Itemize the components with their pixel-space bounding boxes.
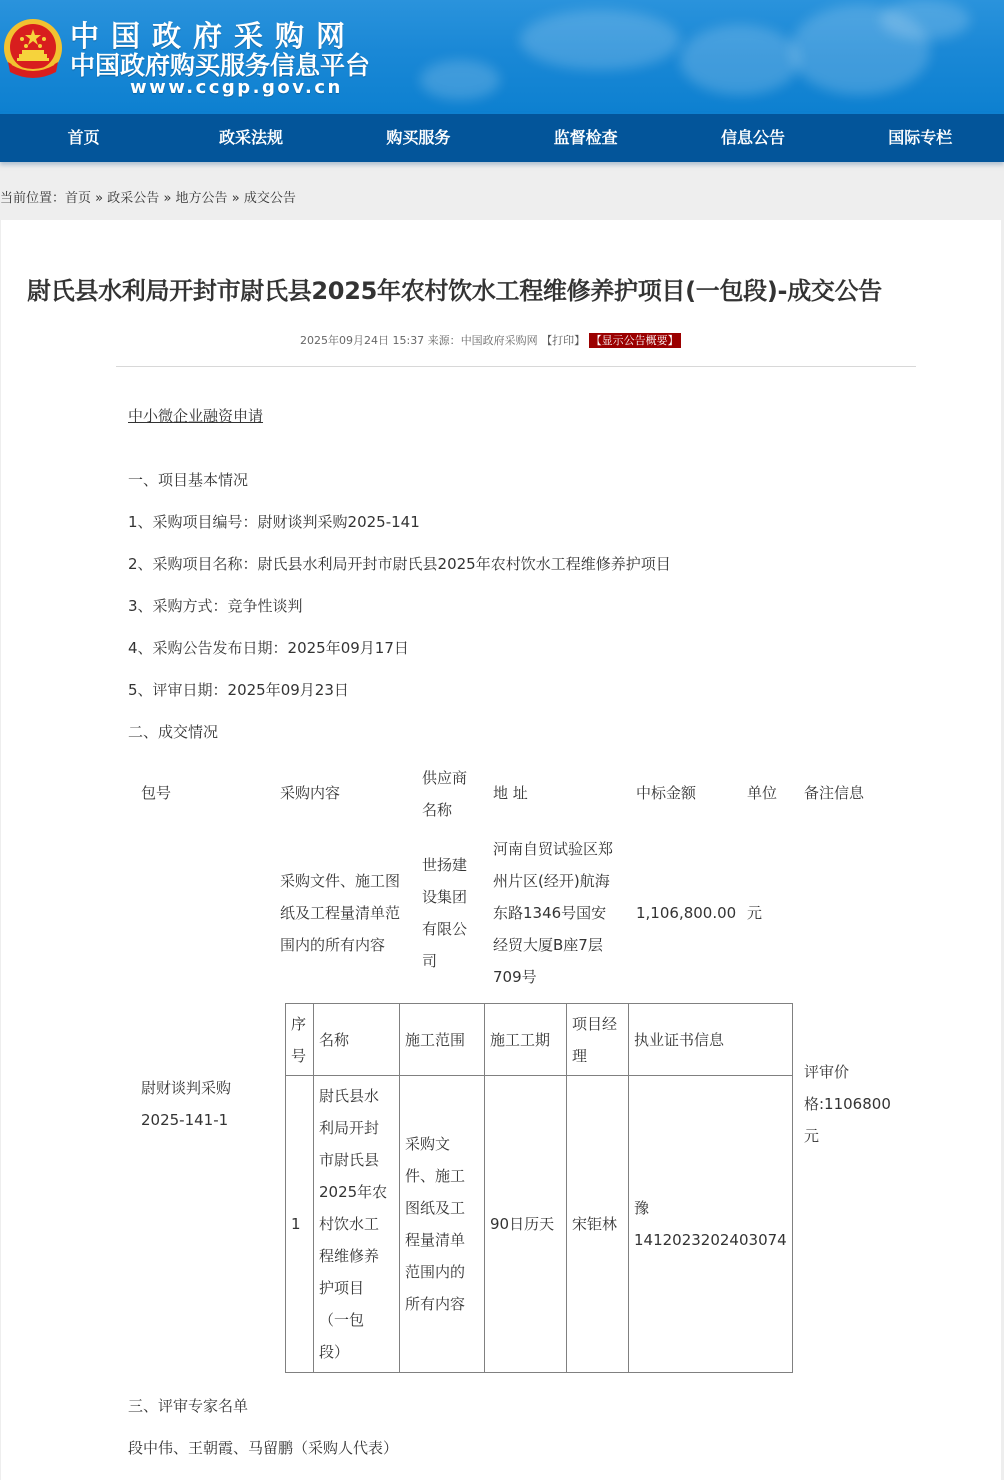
cloud-decoration [680, 25, 800, 95]
cell-address [493, 833, 613, 993]
nav-item-purchase-services[interactable]: 购买服务 [386, 128, 451, 147]
cell-period: 90日历天 [485, 1076, 567, 1373]
col-header-name: 名称 [314, 1004, 400, 1076]
col-header-address: 地 址 [493, 784, 528, 802]
cell-manager: 宋钜林 [567, 1076, 629, 1373]
breadcrumb-prefix: 当前位置： [0, 191, 66, 206]
cell-license [629, 1076, 793, 1373]
cell-line: 有限公 [422, 920, 468, 938]
cell-line: 理 [572, 1046, 588, 1065]
show-summary-button[interactable]: 【显示公告概要】 [590, 334, 679, 347]
cell-line: 格:1106800 [804, 1095, 891, 1113]
col-header-package: 包号 [141, 784, 172, 802]
cell-line: 村饮水工 [319, 1215, 380, 1233]
cell-line: 围内的所有内容 [280, 936, 386, 954]
cell-line: 护项目 [319, 1279, 365, 1297]
item-announcement-date: 4、采购公告发布日期：2025年09月17日 [128, 639, 409, 657]
breadcrumb-deal-notice[interactable]: 成交公告 [243, 191, 296, 206]
cell-line: 程量清单 [405, 1231, 466, 1249]
cell-line: 件、施工 [405, 1167, 466, 1185]
cell-line: 尉财谈判采购 [141, 1079, 232, 1097]
col-header-scope: 施工范围 [400, 1004, 485, 1076]
cell-line: 司 [422, 952, 438, 970]
nav-item-home[interactable]: 首页 [67, 128, 100, 147]
source-value: 中国政府采购网 [460, 334, 538, 347]
site-url: www.ccgp.gov.cn [130, 77, 343, 98]
breadcrumb-local[interactable]: 地方公告 [175, 191, 228, 206]
col-header-remark: 备注信息 [804, 784, 865, 802]
cell-line: 尉氏县水 [319, 1087, 380, 1105]
cell-content [280, 865, 400, 961]
col-header-license: 执业证书信息 [629, 1004, 793, 1076]
cell-line: 河南自贸试验区郑 [493, 840, 614, 858]
nav-item-announcements[interactable]: 信息公告 [720, 128, 785, 147]
source-label: 来源： [427, 334, 461, 347]
breadcrumb [0, 190, 296, 208]
col-header-supplier [422, 762, 467, 826]
section-title-basic-info: 一、项目基本情况 [128, 471, 249, 489]
article-meta [300, 334, 681, 348]
cell-line: 所有内容 [405, 1295, 466, 1313]
cell-line: 采购文 [405, 1135, 451, 1153]
detail-table [285, 1003, 793, 1373]
cell-seq: 1 [286, 1076, 314, 1373]
cell-line: 709号 [493, 968, 537, 986]
cell-line: 项目经 [572, 1014, 618, 1033]
breadcrumb-separator: » [95, 191, 104, 206]
section-title-deal: 二、成交情况 [128, 723, 219, 741]
cell-line: 市尉氏县 [319, 1151, 380, 1169]
breadcrumb-separator: » [231, 191, 240, 206]
site-subtitle: 中国政府购买服务信息平台 [70, 51, 371, 80]
detail-table-header-row [286, 1004, 793, 1076]
item-project-number: 1、采购项目编号：尉财谈判采购2025-141 [128, 513, 420, 531]
cell-line: 州片区(经开)航海 [493, 872, 610, 890]
col-header-supplier-line: 供应商 [422, 769, 468, 787]
cell-line: 利局开封 [319, 1119, 380, 1137]
col-header-seq [286, 1004, 314, 1076]
main-nav [0, 114, 1004, 162]
table-row [286, 1076, 793, 1373]
section-title-experts: 三、评审专家名单 [128, 1397, 249, 1415]
col-header-unit: 单位 [747, 784, 778, 802]
item-procurement-method: 3、采购方式：竞争性谈判 [128, 597, 303, 615]
national-emblem-icon [2, 18, 64, 82]
breadcrumb-separator: » [163, 191, 172, 206]
cell-line: 号 [291, 1046, 307, 1065]
site-name: 中国政府采购网 [70, 19, 358, 53]
cell-line: 1412023202403074 [634, 1231, 787, 1249]
site-header-banner [0, 0, 1004, 114]
cell-line: 范围内的 [405, 1263, 466, 1281]
breadcrumb-gov-procurement[interactable]: 政采公告 [107, 191, 160, 206]
cloud-decoration [520, 10, 680, 70]
cell-line: 评审价 [804, 1063, 850, 1081]
financing-link[interactable]: 中小微企业融资申请 [128, 407, 264, 425]
breadcrumb-home[interactable]: 首页 [65, 191, 92, 206]
cell-name [314, 1076, 400, 1373]
cell-line: 2025年农 [319, 1183, 388, 1201]
cell-line: 经贸大厦B座7层 [493, 936, 603, 954]
col-header-period: 施工工期 [485, 1004, 567, 1076]
col-header-amount: 中标金额 [636, 784, 697, 802]
cell-line: 2025-141-1 [141, 1111, 229, 1129]
cell-remark [804, 1056, 891, 1152]
cell-supplier [422, 849, 467, 977]
col-header-manager [567, 1004, 629, 1076]
cloud-decoration [880, 0, 970, 40]
print-button[interactable]: 【打印】 [541, 334, 586, 347]
page-title: 尉氏县水利局开封市尉氏县2025年农村饮水工程维修养护项目(一包段)-成交公告 [27, 277, 882, 305]
cell-package-number [141, 1072, 231, 1136]
nav-item-regulations[interactable]: 政采法规 [218, 128, 283, 147]
col-header-supplier-line: 名称 [422, 801, 453, 819]
publish-datetime: 2025年09月24日 15:37 [300, 334, 425, 347]
cell-line: 设集团 [422, 888, 468, 906]
cell-line: 图纸及工 [405, 1199, 466, 1217]
item-review-date: 5、评审日期：2025年09月23日 [128, 681, 349, 699]
cell-line: 序 [291, 1014, 307, 1033]
nav-item-international[interactable]: 国际专栏 [888, 128, 953, 147]
cell-line: 纸及工程量清单范 [280, 904, 401, 922]
cell-line: （一包 [319, 1311, 365, 1329]
experts-list: 段中伟、王朝霞、马留鹏（采购人代表） [128, 1439, 399, 1457]
cell-line: 元 [804, 1127, 820, 1145]
cell-line: 段） [319, 1343, 350, 1361]
cell-unit: 元 [747, 904, 763, 922]
col-header-content: 采购内容 [280, 784, 341, 802]
cell-line: 采购文件、施工图 [280, 872, 401, 890]
cell-amount: 1,106,800.00 [636, 904, 737, 922]
cell-line: 豫 [634, 1199, 650, 1217]
cell-scope [400, 1076, 485, 1373]
cloud-decoration [420, 60, 500, 100]
item-project-name: 2、采购项目名称：尉氏县水利局开封市尉氏县2025年农村饮水工程维修养护项目 [128, 555, 671, 573]
divider [116, 366, 916, 367]
cell-line: 世扬建 [422, 856, 468, 874]
nav-item-supervision[interactable]: 监督检查 [553, 128, 618, 147]
cell-line: 东路1346号国安 [493, 904, 607, 922]
cell-line: 程维修养 [319, 1247, 380, 1265]
